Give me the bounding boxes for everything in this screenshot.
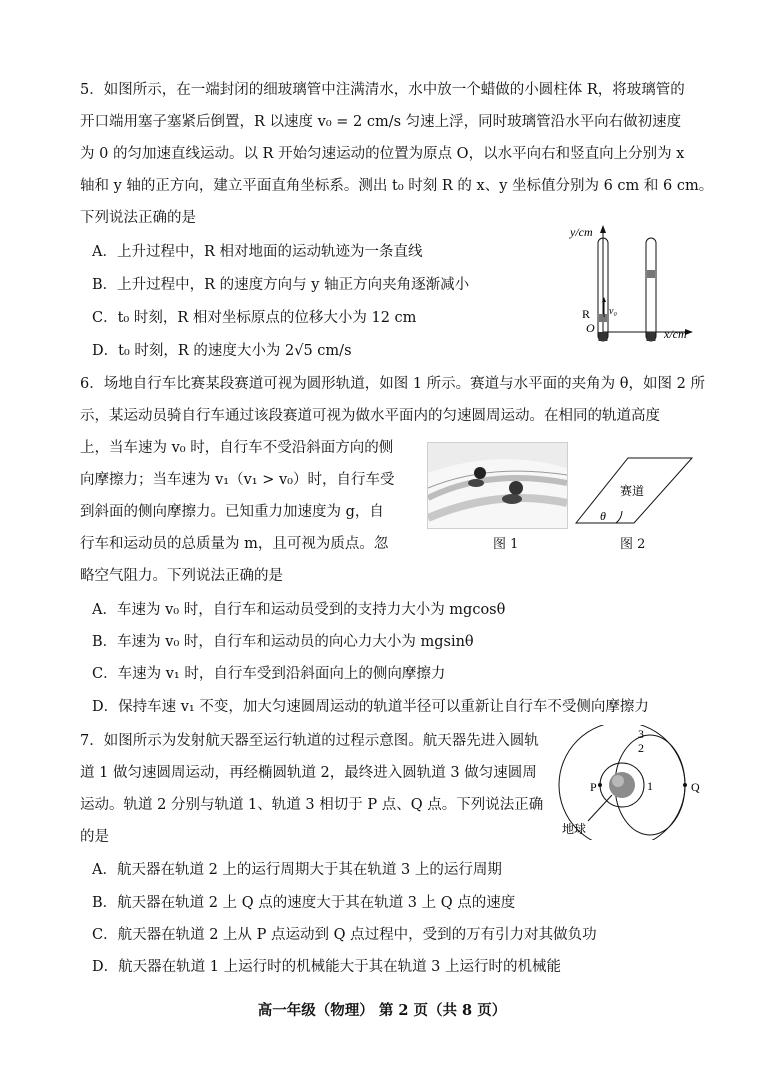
q7-option-b: B．航天器在轨道 2 上 Q 点的速度大于其在轨道 3 上 Q 点的速度 bbox=[92, 895, 516, 911]
figure-1-caption: 图 1 bbox=[493, 537, 519, 552]
origin-label: O bbox=[586, 321, 595, 335]
q7-line: 的是 bbox=[80, 829, 109, 845]
point-p-label: P bbox=[590, 780, 597, 794]
q6-line: 向摩擦力；当车速为 v₁（v₁ > v₀）时，自行车受 bbox=[80, 472, 395, 488]
q5-option-d: D．t₀ 时刻，R 的速度大小为 2√5 cm/s bbox=[92, 343, 352, 359]
y-axis-label: y/cm bbox=[570, 225, 593, 239]
q6-option-c: C．车速为 v₁ 时，自行车受到沿斜面向上的侧向摩擦力 bbox=[92, 666, 446, 682]
page-footer: 高一年级（物理） 第 2 页（共 8 页） bbox=[257, 1002, 507, 1019]
q5-line: 为 0 的匀加速直线运动。以 R 开始匀速运动的位置为原点 O，以水平向右和竖直向上分别为 x bbox=[80, 146, 685, 162]
q6-option-d: D．保持车速 v₁ 不变，加大匀速圆周运动的轨道半径可以重新让自行车不受侧向摩擦力 bbox=[92, 699, 649, 715]
q7-line: 7．如图所示为发射航天器至运行轨道的过程示意图。航天器先进入圆轨 bbox=[80, 733, 539, 749]
q6-option-a: A．车速为 v₀ 时，自行车和运动员受到的支持力大小为 mgcosθ bbox=[92, 602, 506, 618]
orbit-1-label: 1 bbox=[647, 779, 653, 793]
figure-2-caption: 图 2 bbox=[620, 537, 646, 552]
q6-line: 到斜面的侧向摩擦力。已知重力加速度为 g，自 bbox=[80, 504, 384, 520]
velodrome-photo bbox=[427, 442, 568, 529]
q5-option-c: C．t₀ 时刻，R 相对坐标原点的位移大小为 12 cm bbox=[92, 310, 417, 326]
q7-option-d: D．航天器在轨道 1 上运行时的机械能大于其在轨道 3 上运行时的机械能 bbox=[92, 959, 562, 975]
q5-line: 轴和 y 轴的正方向，建立平面直角坐标系。测出 t₀ 时刻 R 的 x、y 坐标值分别为 6 cm 和 6 cm。 bbox=[80, 178, 714, 194]
q7-line: 道 1 做匀速圆周运动，再经椭圆轨道 2，最终进入圆轨道 3 做匀速圆周 bbox=[80, 765, 537, 781]
q5-line: 开口端用塞子塞紧后倒置，R 以速度 v₀ = 2 cm/s 匀速上浮，同时玻璃管沿水平向右做初速度 bbox=[80, 114, 682, 130]
q7-option-c: C．航天器在轨道 2 上从 P 点运动到 Q 点过程中，受到的万有引力对其做负功 bbox=[92, 927, 597, 943]
q6-line: 上，当车速为 v₀ 时，自行车不受沿斜面方向的侧 bbox=[80, 440, 394, 456]
q6-line: 略空气阻力。下列说法正确的是 bbox=[80, 568, 283, 584]
q7-line: 运动。轨道 2 分别与轨道 1、轨道 3 相切于 P 点、Q 点。下列说法正确 bbox=[80, 797, 544, 813]
angle-label: θ bbox=[600, 509, 606, 523]
glass-tube-figure bbox=[560, 220, 700, 350]
q5-option-a: A．上升过程中，R 相对地面的运动轨迹为一条直线 bbox=[92, 244, 423, 260]
point-q-label: Q bbox=[691, 780, 700, 794]
q7-option-a: A．航天器在轨道 2 上的运行周期大于其在轨道 3 上的运行周期 bbox=[92, 862, 502, 878]
earth-label: 地球 bbox=[562, 822, 587, 836]
q6-line: 示，某运动员骑自行车通过该段赛道可视为做水平面内的匀速圆周运动。在相同的轨道高度 bbox=[80, 408, 660, 424]
q6-option-b: B．车速为 v₀ 时，自行车和运动员的向心力大小为 mgsinθ bbox=[92, 634, 474, 650]
orbit-2-label: 2 bbox=[638, 741, 644, 755]
q6-line: 行车和运动员的总质量为 m，且可视为质点。忽 bbox=[80, 536, 389, 552]
q6-line: 6．场地自行车比赛某段赛道可视为圆形轨道，如图 1 所示。赛道与水平面的夹角为 θ，如图 2 所 bbox=[80, 376, 705, 392]
q5-line: 下列说法正确的是 bbox=[80, 210, 196, 226]
x-axis-label: x/cm bbox=[664, 327, 687, 341]
orbit-3-label: 3 bbox=[638, 727, 644, 741]
orbit-figure bbox=[550, 725, 710, 840]
q5-option-b: B．上升过程中，R 的速度方向与 y 轴正方向夹角逐渐减小 bbox=[92, 277, 470, 293]
q5-line: 5．如图所示，在一端封闭的细玻璃管中注满清水，水中放一个蜡做的小圆柱体 R，将玻璃管的 bbox=[80, 82, 685, 98]
velocity-label: v₀ bbox=[609, 306, 617, 317]
track-label: 赛道 bbox=[620, 484, 645, 498]
incline-figure bbox=[574, 448, 699, 528]
body-r-label: R bbox=[582, 307, 591, 321]
